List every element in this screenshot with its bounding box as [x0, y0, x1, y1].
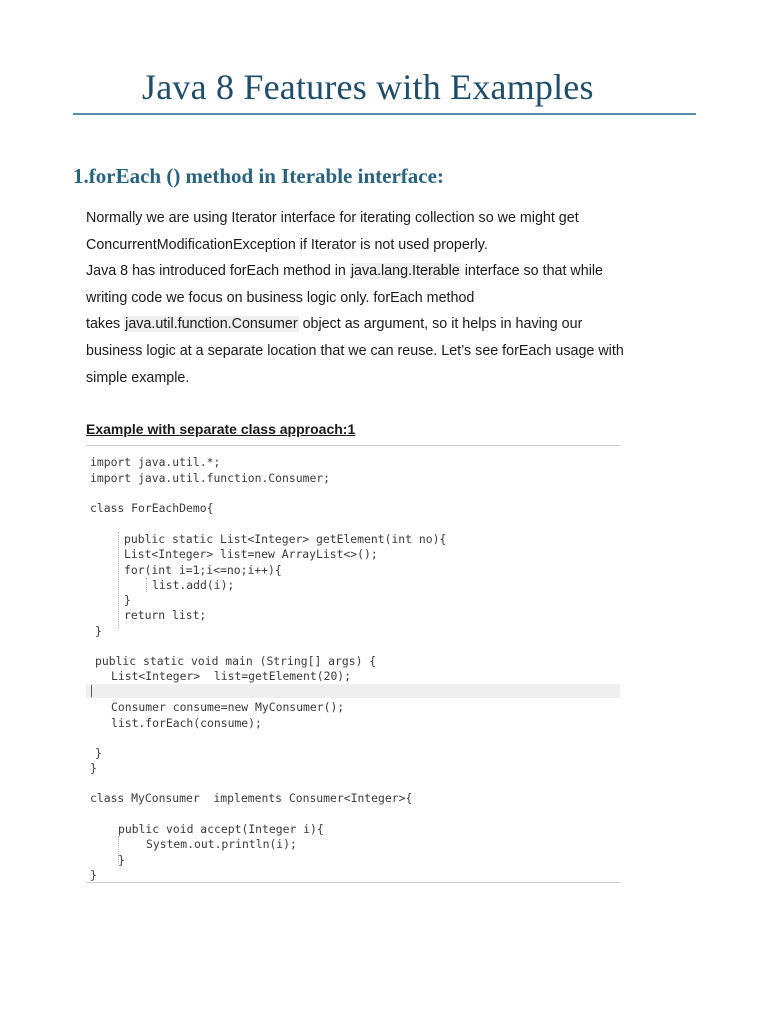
code-line: import java.util.*;	[90, 455, 221, 469]
code-bottom-rule	[86, 882, 620, 883]
code-line: class ForEachDemo{	[90, 501, 214, 515]
text-run: Java 8 has introduced forEach method in	[86, 263, 350, 280]
code-line: public static List<Integer> getElement(int no){	[124, 532, 447, 546]
code-line: list.add(i);	[152, 578, 235, 592]
code-line: }	[124, 593, 131, 607]
text-run: takes	[86, 316, 125, 333]
code-line: }	[118, 853, 125, 867]
code-line: import java.util.function.Consumer;	[90, 471, 331, 485]
code-line: list.forEach(consume);	[111, 716, 262, 730]
document-title: Java 8 Features with Examples	[142, 67, 594, 107]
text-caret	[91, 685, 92, 697]
code-line: }	[90, 868, 97, 882]
highlighted-term: java.util.function.Consumer	[125, 316, 298, 333]
text-run: interface so that while	[460, 263, 603, 280]
code-line: }	[90, 761, 97, 775]
paragraph-line: business logic at a separate location that we can reuse. Let’s see forEach usage with	[86, 342, 624, 359]
paragraph-line: simple example.	[86, 369, 190, 386]
code-line: }	[95, 624, 102, 638]
code-line: List<Integer> list=getElement(20);	[111, 669, 352, 683]
text-run: object as argument, so it helps in having our	[298, 316, 583, 333]
code-line: System.out.println(i);	[146, 837, 297, 851]
code-line: for(int i=1;i<=no;i++){	[124, 563, 282, 577]
highlighted-term: java.lang.Iterable	[350, 263, 460, 280]
code-line: public void accept(Integer i){	[118, 822, 324, 836]
code-line: return list;	[124, 608, 207, 622]
paragraph-line: writing code we focus on business logic only. forEach method	[86, 289, 475, 306]
current-line-highlight	[86, 684, 620, 698]
code-line: Consumer consume=new MyConsumer();	[111, 700, 345, 714]
code-line: public static void main (String[] args) {	[95, 654, 377, 668]
example-title: Example with separate class approach:1	[86, 421, 356, 437]
indent-guide	[146, 578, 147, 592]
code-line: class MyConsumer implements Consumer<Integer>{	[90, 791, 413, 805]
code-line: List<Integer> list=new ArrayList<>();	[124, 547, 378, 561]
paragraph-line: ConcurrentModificationException if Iterator is not used properly.	[86, 236, 488, 253]
paragraph-line: Normally we are using Iterator interface for iterating collection so we might get	[86, 210, 579, 226]
section-heading: 1.forEach () method in Iterable interface:	[73, 164, 444, 188]
code-line: }	[95, 746, 102, 760]
indent-guide	[118, 532, 119, 628]
